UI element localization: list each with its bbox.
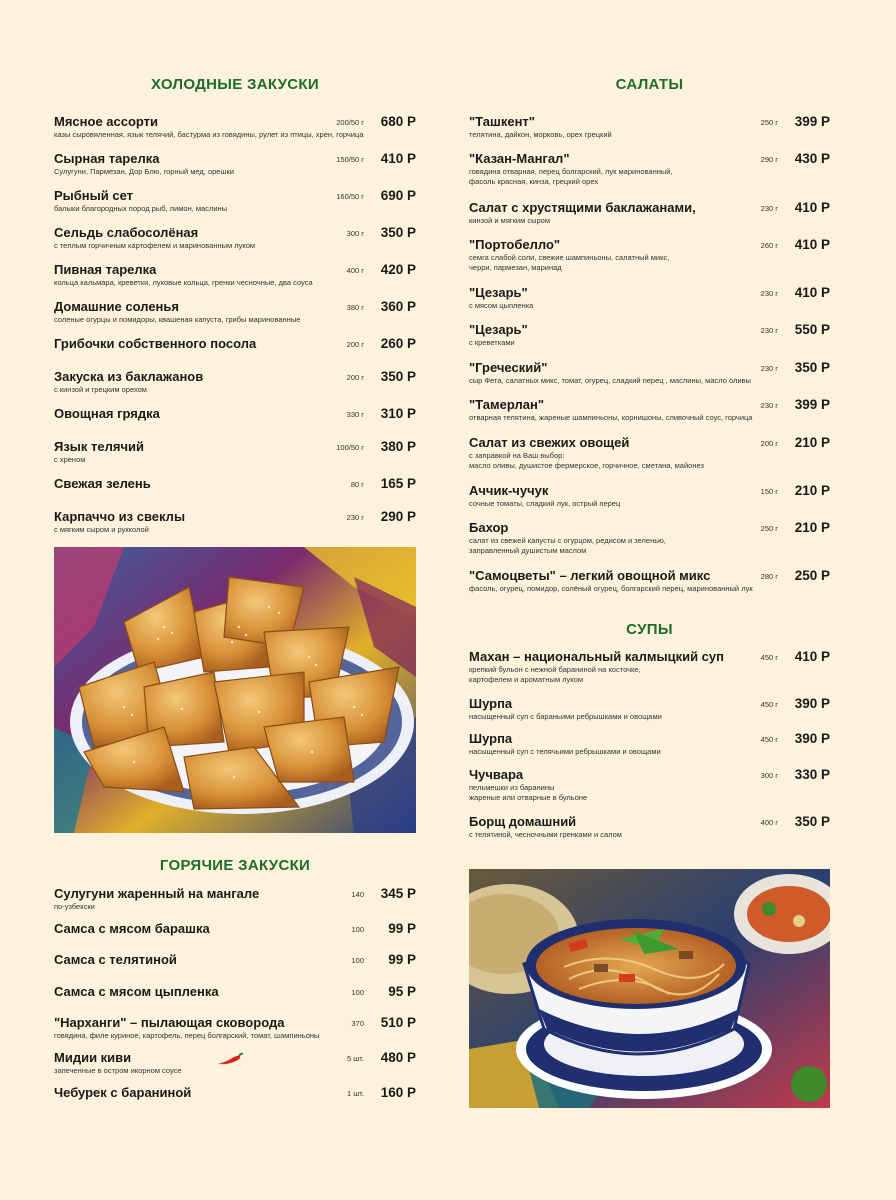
dish-name: Мясное ассорти [54, 114, 159, 129]
dish-description: с креветками [469, 338, 515, 347]
section-title-salads: САЛАТЫ [615, 76, 684, 93]
dish-weight: 280 г [760, 572, 778, 581]
dish-description: черри, пармезан, маринад [469, 262, 562, 272]
dish-weight: 380 г [346, 303, 364, 312]
dish-weight: 230 г [760, 326, 778, 335]
dish-price: 260 Р [380, 336, 416, 351]
dish-price: 430 Р [794, 151, 830, 166]
menu-item-row [469, 568, 830, 584]
menu-item-row [54, 952, 416, 968]
menu-item [469, 767, 830, 802]
dish-weight: 230 г [760, 204, 778, 213]
dish-price: 410 Р [794, 285, 830, 300]
dish-weight: 230 г [346, 513, 364, 522]
dish-description: крепкий бульон с нежной бараниной на косточке, [469, 665, 641, 674]
dish-description: семга слабой соли, свежие шампиньоны, салатный микс, [469, 253, 670, 262]
dish-description: картофелем и ароматным луком [469, 674, 584, 684]
menu-item-row [54, 262, 416, 278]
menu-item-row [469, 435, 830, 451]
dish-price: 345 Р [380, 886, 416, 901]
dish-price: 390 Р [794, 731, 830, 746]
menu-item-row [54, 299, 416, 315]
dish-description: кольца кальмара, креветки, луковые кольца, гренки чесночные, два соуса [54, 278, 313, 287]
dish-price: 210 Р [794, 520, 830, 535]
dish-price: 350 Р [794, 360, 830, 375]
dish-weight: 100/50 г [336, 443, 364, 452]
dish-name: Сырная тарелка [54, 151, 160, 166]
menu-item-row [54, 1085, 416, 1101]
section-title-hot-appetizers: ГОРЯЧИЕ ЗАКУСКИ [159, 857, 311, 874]
menu-item [469, 435, 830, 470]
dish-description: фасоль красная, кинза, грецкий орех [469, 176, 599, 186]
dish-weight: 230 г [760, 289, 778, 298]
dish-description: сочные томаты, сладкий лук, острый перец [469, 499, 621, 508]
menu-item-row [54, 921, 416, 937]
dish-name: "Греческий" [469, 360, 548, 375]
dish-weight: 330 г [346, 410, 364, 419]
dish-description: телятина, дайкон, морковь, орех грецкий [469, 130, 612, 139]
menu-item-row [54, 886, 416, 902]
dish-name: Рыбный сет [54, 188, 134, 203]
dish-weight: 5 шт. [347, 1054, 364, 1063]
menu-item [54, 1085, 416, 1101]
dish-price: 410 Р [794, 237, 830, 252]
menu-item [469, 696, 830, 722]
menu-item [54, 509, 416, 535]
menu-item [54, 188, 416, 214]
menu-item-row [469, 397, 830, 413]
dish-name: Мидии киви [54, 1050, 132, 1065]
dish-description: масло оливы, душистое фермерское, горчичное, сметана, майонез [469, 460, 704, 470]
dish-name: Салат с хрустящими баклажанами, [469, 200, 696, 215]
dish-weight: 200/50 г [336, 118, 364, 127]
dish-name: Сельдь слабосолёная [54, 225, 199, 240]
dish-weight: 250 г [760, 524, 778, 533]
menu-item [469, 360, 830, 386]
menu-item-row [54, 188, 416, 204]
menu-item [469, 568, 830, 594]
dish-name: "Портобелло" [469, 237, 561, 252]
menu-item [54, 476, 416, 492]
dish-price: 210 Р [794, 435, 830, 450]
menu-item [54, 1050, 416, 1076]
dish-price: 399 Р [794, 114, 830, 129]
dish-weight: 1 шт. [347, 1089, 364, 1098]
dish-weight: 300 г [760, 771, 778, 780]
menu-item-row [469, 649, 830, 665]
dish-price: 290 Р [380, 509, 416, 524]
dish-description: говядина отварная, перец болгарский, лук маринованный, [469, 167, 673, 176]
dish-price: 310 Р [380, 406, 416, 421]
dish-name: "Самоцветы" – легкий овощной микс [469, 568, 711, 583]
dish-price: 99 Р [388, 921, 416, 936]
menu-item [469, 322, 830, 348]
dish-price: 480 Р [380, 1050, 416, 1065]
section-title-soups: СУПЫ [626, 621, 673, 638]
menu-item-row [54, 151, 416, 167]
dish-price: 420 Р [380, 262, 416, 277]
menu-item [469, 814, 830, 840]
dish-weight: 100 [351, 956, 364, 965]
menu-item-row [469, 200, 830, 216]
dish-description: с хреном [54, 455, 86, 464]
menu-item-row [54, 509, 416, 525]
dish-description: с мягким сыром и рукколой [54, 525, 149, 534]
dish-name: Борщ домашний [469, 814, 577, 829]
dish-price: 350 Р [794, 814, 830, 829]
dish-description: соленые огурцы и помидоры, квашеная капуста, грибы маринованные [54, 315, 301, 324]
menu-item-row [469, 483, 830, 499]
dish-name: Грибочки собственного посола [54, 336, 257, 351]
menu-item [54, 886, 416, 912]
dish-price: 399 Р [794, 397, 830, 412]
dish-price: 690 Р [380, 188, 416, 203]
menu-item-row [469, 360, 830, 376]
dish-price: 360 Р [380, 299, 416, 314]
menu-item [469, 151, 830, 186]
dish-weight: 200 г [346, 340, 364, 349]
dish-description: фасоль, огурец, помидор, солёный огурец, болгарский перец, маринованный лук [469, 584, 753, 593]
menu-item-row [469, 696, 830, 712]
dish-weight: 450 г [760, 653, 778, 662]
menu-item-row [469, 285, 830, 301]
dish-description: заправленный душистым маслом [469, 545, 587, 555]
dish-weight: 160/50 г [336, 192, 364, 201]
dish-weight: 150/50 г [336, 155, 364, 164]
dish-name: Махан – национальный калмыцкий суп [469, 649, 724, 664]
dish-weight: 80 г [350, 480, 364, 489]
menu-item-row [469, 151, 830, 167]
dish-weight: 200 г [760, 439, 778, 448]
dish-name: Язык телячий [54, 439, 144, 454]
menu-item [54, 299, 416, 325]
dish-weight: 400 г [346, 266, 364, 275]
dish-price: 550 Р [794, 322, 830, 337]
dish-weight: 260 г [760, 241, 778, 250]
menu-item [469, 520, 830, 555]
dish-name: Сулугуни жаренный на мангале [54, 886, 260, 901]
menu-item [469, 649, 830, 684]
menu-item [54, 114, 416, 140]
dish-name: "Цезарь" [469, 322, 528, 337]
samsa-photo [54, 547, 416, 833]
dish-name: Домашние соленья [54, 299, 179, 314]
menu-item [54, 369, 416, 395]
menu-item [54, 225, 416, 251]
dish-description: балыки благородных пород рыб, лимон, маслины [54, 204, 228, 213]
dish-description: кинзой и мягким сыром [469, 216, 550, 225]
dish-name: Пивная тарелка [54, 262, 157, 277]
menu-item [54, 406, 416, 422]
dish-description: Сулугуни, Пармезан, Дор Блю, горный мед, орешки [54, 167, 234, 176]
menu-item [54, 921, 416, 937]
menu-item [469, 397, 830, 423]
dish-description: с заправкой на Ваш выбор: [469, 451, 565, 460]
dish-weight: 450 г [760, 735, 778, 744]
menu-item-row [54, 336, 416, 352]
menu-item-row [469, 520, 830, 536]
dish-name: Чучвара [469, 767, 524, 782]
dish-weight: 400 г [760, 818, 778, 827]
dish-description: с мясом цыпленка [469, 301, 534, 310]
dish-weight: 100 [351, 988, 364, 997]
menu-item [469, 237, 830, 272]
menu-item [469, 285, 830, 311]
menu-item-row [469, 814, 830, 830]
dish-price: 380 Р [380, 439, 416, 454]
menu-item-row [54, 476, 416, 492]
dish-description: сыр Фета, салатных микс, томат, огурец, сладкий перец , маслины, масло оливы [469, 376, 751, 385]
dish-description: запеченные в остром икорном соусе [54, 1066, 182, 1075]
dish-price: 165 Р [380, 476, 416, 491]
dish-price: 410 Р [794, 649, 830, 664]
dish-name: "Цезарь" [469, 285, 528, 300]
menu-item-row [54, 439, 416, 455]
dish-weight: 200 г [346, 373, 364, 382]
menu-item [54, 336, 416, 352]
menu-item [54, 151, 416, 177]
dish-name: Самса с мясом барашка [54, 921, 210, 936]
dish-name: Самса с телятиной [54, 952, 177, 967]
dish-weight: 230 г [760, 364, 778, 373]
dish-description: с телятиной, чесночными гренками и салом [469, 830, 622, 839]
menu-item-row [469, 322, 830, 338]
menu-item-row [54, 1015, 416, 1031]
dish-name: Шурпа [469, 731, 513, 746]
dish-weight: 370 [351, 1019, 364, 1028]
dish-name: "Тамерлан" [469, 397, 544, 412]
menu-item-row [469, 114, 830, 130]
dish-name: Свежая зелень [54, 476, 151, 491]
dish-description: пельмешки из баранины [469, 783, 555, 792]
dish-price: 410 Р [794, 200, 830, 215]
dish-price: 390 Р [794, 696, 830, 711]
dish-weight: 300 г [346, 229, 364, 238]
dish-price: 330 Р [794, 767, 830, 782]
menu-item [54, 952, 416, 968]
dish-description: говядина, филе куриное, картофель, перец болгарский, томат, шампиньоны [54, 1031, 320, 1040]
dish-description: отварная телятина, жареные шампиньоны, корнишоны, сливочный соус, горчица [469, 413, 753, 422]
dish-weight: 250 г [760, 118, 778, 127]
dish-name: Шурпа [469, 696, 513, 711]
dish-price: 210 Р [794, 483, 830, 498]
dish-name: Самса с мясом цыпленка [54, 984, 219, 999]
dish-name: Аччик-чучук [469, 483, 549, 498]
menu-item-row [469, 237, 830, 253]
dish-price: 250 Р [794, 568, 830, 583]
dish-price: 510 Р [380, 1015, 416, 1030]
dish-name: Чебурек с бараниной [54, 1085, 192, 1100]
menu-item [54, 262, 416, 288]
menu-item [54, 1015, 416, 1041]
dish-price: 99 Р [388, 952, 416, 967]
dish-name: "Казан-Мангал" [469, 151, 570, 166]
dish-name: Салат из свежих овощей [469, 435, 630, 450]
dish-description: казы сыровяленная, язык телячий, бастурма из говядины, рулет из птицы, хрен, горчица [54, 130, 364, 139]
dish-price: 410 Р [380, 151, 416, 166]
menu-item-row [54, 369, 416, 385]
menu-item-row [469, 731, 830, 747]
menu-item-row [54, 225, 416, 241]
dish-description: насыщенный суп с телячьими ребрышками и овощами [469, 747, 661, 756]
dish-description: салат из свежей капусты с огурцом, редисом и зеленью, [469, 536, 666, 545]
section-title-cold-appetizers: ХОЛОДНЫЕ ЗАКУСКИ [151, 76, 319, 93]
menu-item [469, 114, 830, 140]
dish-price: 160 Р [380, 1085, 416, 1100]
menu-item [469, 483, 830, 509]
dish-description: жареные или отварные в бульоне [469, 792, 588, 802]
dish-name: Закуска из баклажанов [54, 369, 204, 384]
dish-weight: 450 г [760, 700, 778, 709]
menu-item [54, 439, 416, 465]
dish-name: Овощная грядка [54, 406, 160, 421]
dish-weight: 230 г [760, 401, 778, 410]
dish-description: с теплым горчичным картофелем и маринованным луком [54, 241, 256, 250]
dish-name: Бахор [469, 520, 509, 535]
lagman-photo [469, 869, 830, 1108]
dish-description: по-узбекски [54, 902, 95, 911]
dish-price: 680 Р [380, 114, 416, 129]
menu-item [469, 731, 830, 757]
dish-price: 350 Р [380, 369, 416, 384]
menu-item-row [54, 114, 416, 130]
menu-item-row [54, 406, 416, 422]
dish-name: "Нарханги" – пылающая сковорода [54, 1015, 285, 1030]
chili-pepper-icon [216, 1052, 244, 1071]
dish-name: Карпаччо из свеклы [54, 509, 186, 524]
dish-weight: 150 г [760, 487, 778, 496]
dish-name: "Ташкент" [469, 114, 535, 129]
dish-price: 350 Р [380, 225, 416, 240]
dish-weight: 140 [351, 890, 364, 899]
menu-item [54, 984, 416, 1000]
menu-item-row [469, 767, 830, 783]
dish-description: насыщенный суп с бараньими ребрышками и овощами [469, 712, 662, 721]
menu-item-row [54, 984, 416, 1000]
dish-weight: 290 г [760, 155, 778, 164]
menu-item [469, 200, 830, 226]
dish-weight: 100 [351, 925, 364, 934]
dish-price: 95 Р [388, 984, 416, 999]
dish-description: с кинзой и грецким орехом [54, 385, 147, 394]
